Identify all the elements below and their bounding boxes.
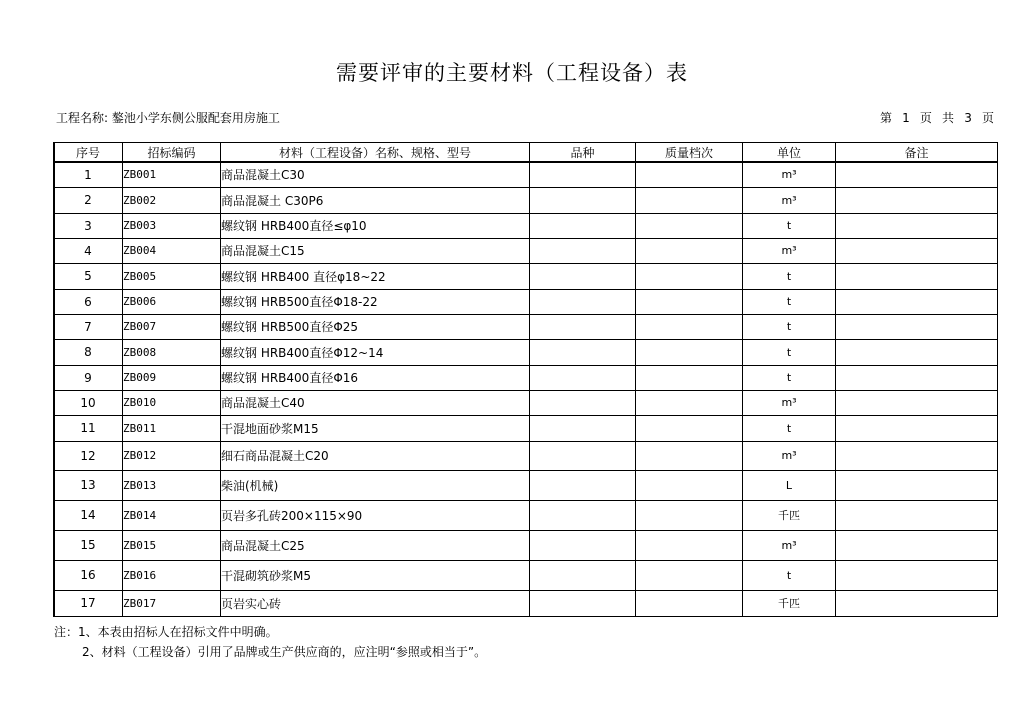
row-remark xyxy=(836,560,998,590)
row-unit: m³ xyxy=(743,238,836,263)
row-remark xyxy=(836,441,998,470)
row-grade xyxy=(636,470,743,500)
row-no: 10 xyxy=(54,390,123,415)
row-variety xyxy=(530,470,636,500)
row-no: 13 xyxy=(54,470,123,500)
row-no: 9 xyxy=(54,365,123,390)
row-no: 12 xyxy=(54,441,123,470)
row-unit: L xyxy=(743,470,836,500)
page-current: 1 xyxy=(902,111,910,125)
row-grade xyxy=(636,560,743,590)
row-code: ZB016 xyxy=(123,560,221,590)
row-unit: t xyxy=(743,339,836,365)
row-grade xyxy=(636,365,743,390)
page-ye1: 页 xyxy=(919,111,932,125)
row-remark xyxy=(836,365,998,390)
header-remark: 备注 xyxy=(836,143,998,163)
row-variety xyxy=(530,390,636,415)
row-name: 螺纹钢 HRB400 直径φ18~22 xyxy=(221,263,530,289)
notes xyxy=(54,622,486,662)
row-name: 细石商品混凝土C20 xyxy=(221,441,530,470)
row-no: 5 xyxy=(54,263,123,289)
project-label: 工程名称: xyxy=(56,111,109,125)
row-remark xyxy=(836,213,998,238)
row-remark xyxy=(836,415,998,441)
row-name: 商品混凝土C40 xyxy=(221,390,530,415)
table-left-border xyxy=(53,142,55,616)
row-remark xyxy=(836,238,998,263)
row-variety xyxy=(530,162,636,187)
row-unit: t xyxy=(743,289,836,314)
header-variety: 品种 xyxy=(530,143,636,163)
row-grade xyxy=(636,187,743,213)
table-row xyxy=(54,500,998,530)
table-row xyxy=(54,314,998,339)
table-row xyxy=(54,263,998,289)
row-variety xyxy=(530,500,636,530)
row-name: 商品混凝土C30 xyxy=(221,162,530,187)
row-name: 螺纹钢 HRB400直径Φ12~14 xyxy=(221,339,530,365)
table-row xyxy=(54,339,998,365)
row-no: 1 xyxy=(54,162,123,187)
table-row xyxy=(54,238,998,263)
header-name: 材料（工程设备）名称、规格、型号 xyxy=(221,143,530,163)
row-grade xyxy=(636,238,743,263)
row-no: 17 xyxy=(54,590,123,616)
row-name: 商品混凝土 C30P6 xyxy=(221,187,530,213)
row-name: 干混地面砂浆M15 xyxy=(221,415,530,441)
row-unit: t xyxy=(743,365,836,390)
row-code: ZB003 xyxy=(123,213,221,238)
row-grade xyxy=(636,415,743,441)
row-remark xyxy=(836,590,998,616)
row-code: ZB010 xyxy=(123,390,221,415)
row-unit: t xyxy=(743,314,836,339)
row-variety xyxy=(530,314,636,339)
document-title: 需要评审的主要材料（工程设备）表 xyxy=(336,61,688,85)
project-name: 鏊池小学东侧公服配套用房施工 xyxy=(111,111,280,125)
row-grade xyxy=(636,289,743,314)
row-variety xyxy=(530,213,636,238)
row-remark xyxy=(836,530,998,560)
row-name: 螺纹钢 HRB400直径≤φ10 xyxy=(221,213,530,238)
row-no: 2 xyxy=(54,187,123,213)
row-variety xyxy=(530,187,636,213)
row-grade xyxy=(636,339,743,365)
table-row xyxy=(54,365,998,390)
row-name: 柴油(机械) xyxy=(221,470,530,500)
row-name: 螺纹钢 HRB400直径Φ16 xyxy=(221,365,530,390)
page-total: 3 xyxy=(964,111,972,125)
row-name: 页岩多孔砖200×115×90 xyxy=(221,500,530,530)
row-code: ZB007 xyxy=(123,314,221,339)
row-no: 11 xyxy=(54,415,123,441)
row-code: ZB006 xyxy=(123,289,221,314)
row-name: 螺纹钢 HRB500直径Φ25 xyxy=(221,314,530,339)
row-remark xyxy=(836,470,998,500)
row-variety xyxy=(530,263,636,289)
page-indicator xyxy=(880,110,994,126)
row-code: ZB001 xyxy=(123,162,221,187)
table-row xyxy=(54,187,998,213)
row-code: ZB005 xyxy=(123,263,221,289)
page-ye2: 页 xyxy=(981,111,994,125)
header-no: 序号 xyxy=(54,143,123,163)
row-variety xyxy=(530,530,636,560)
row-name: 页岩实心砖 xyxy=(221,590,530,616)
materials-table xyxy=(53,142,998,617)
row-grade xyxy=(636,213,743,238)
row-variety xyxy=(530,238,636,263)
row-remark xyxy=(836,390,998,415)
table-row xyxy=(54,470,998,500)
row-remark xyxy=(836,289,998,314)
table-row xyxy=(54,390,998,415)
row-variety xyxy=(530,415,636,441)
row-no: 16 xyxy=(54,560,123,590)
row-unit: 千匹 xyxy=(743,590,836,616)
row-no: 7 xyxy=(54,314,123,339)
row-variety xyxy=(530,289,636,314)
row-grade xyxy=(636,162,743,187)
header-unit: 单位 xyxy=(743,143,836,163)
row-variety xyxy=(530,339,636,365)
table-row xyxy=(54,415,998,441)
row-remark xyxy=(836,187,998,213)
row-no: 15 xyxy=(54,530,123,560)
table-header-row xyxy=(54,143,998,163)
row-no: 8 xyxy=(54,339,123,365)
row-code: ZB011 xyxy=(123,415,221,441)
row-unit: m³ xyxy=(743,187,836,213)
row-grade xyxy=(636,263,743,289)
row-code: ZB002 xyxy=(123,187,221,213)
row-remark xyxy=(836,339,998,365)
row-remark xyxy=(836,314,998,339)
row-no: 14 xyxy=(54,500,123,530)
table-row xyxy=(54,590,998,616)
page-di: 第 xyxy=(880,111,893,125)
row-unit: m³ xyxy=(743,441,836,470)
row-variety xyxy=(530,441,636,470)
row-code: ZB012 xyxy=(123,441,221,470)
row-no: 4 xyxy=(54,238,123,263)
row-name: 商品混凝土C25 xyxy=(221,530,530,560)
table-row xyxy=(54,213,998,238)
row-unit: m³ xyxy=(743,530,836,560)
row-name: 干混砌筑砂浆M5 xyxy=(221,560,530,590)
page-gong: 共 xyxy=(942,111,955,125)
row-no: 3 xyxy=(54,213,123,238)
row-variety xyxy=(530,590,636,616)
row-remark xyxy=(836,500,998,530)
row-code: ZB009 xyxy=(123,365,221,390)
table-row xyxy=(54,530,998,560)
row-grade xyxy=(636,500,743,530)
row-variety xyxy=(530,365,636,390)
row-code: ZB013 xyxy=(123,470,221,500)
note-1: 注：1、本表由招标人在招标文件中明确。 xyxy=(54,625,278,639)
row-unit: t xyxy=(743,560,836,590)
row-no: 6 xyxy=(54,289,123,314)
row-remark xyxy=(836,263,998,289)
row-name: 商品混凝土C15 xyxy=(221,238,530,263)
table-row xyxy=(54,162,998,187)
row-grade xyxy=(636,390,743,415)
row-code: ZB015 xyxy=(123,530,221,560)
project-info xyxy=(56,110,280,126)
row-unit: m³ xyxy=(743,162,836,187)
row-unit: t xyxy=(743,415,836,441)
table-row xyxy=(54,560,998,590)
header-code: 招标编码 xyxy=(123,143,221,163)
row-unit: m³ xyxy=(743,390,836,415)
row-variety xyxy=(530,560,636,590)
row-code: ZB017 xyxy=(123,590,221,616)
note-2: 2、材料（工程设备）引用了品牌或生产供应商的，应注明“参照或相当于”。 xyxy=(82,645,487,659)
row-grade xyxy=(636,441,743,470)
row-remark xyxy=(836,162,998,187)
row-grade xyxy=(636,530,743,560)
row-code: ZB004 xyxy=(123,238,221,263)
row-grade xyxy=(636,590,743,616)
row-unit: t xyxy=(743,263,836,289)
row-code: ZB014 xyxy=(123,500,221,530)
row-unit: t xyxy=(743,213,836,238)
row-unit: 千匹 xyxy=(743,500,836,530)
table-row xyxy=(54,441,998,470)
header-grade: 质量档次 xyxy=(636,143,743,163)
row-grade xyxy=(636,314,743,339)
row-code: ZB008 xyxy=(123,339,221,365)
table-row xyxy=(54,289,998,314)
row-name: 螺纹钢 HRB500直径Φ18-22 xyxy=(221,289,530,314)
